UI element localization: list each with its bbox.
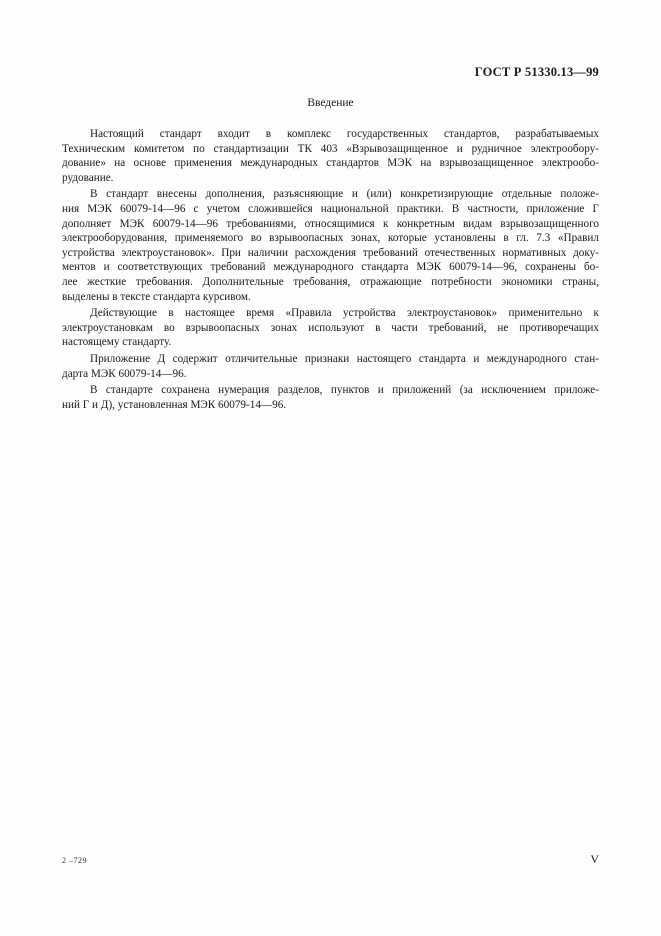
paragraph-3: [62, 306, 599, 350]
text-line: Техническим комитетом по стандартизации ТК 403 «Взрывозащищенное и рудничное электрообору-: [62, 142, 599, 155]
text-line: выделены в тексте стандарта курсивом.: [62, 290, 251, 303]
text-line: В стандарте сохранена нумерация разделов, пунктов и приложений (за исключением приложе-: [90, 384, 599, 397]
text-line: дополняет МЭК 60079-14—96 требованиями, относящимися к конкретным видам взрывозащищенного: [62, 217, 599, 230]
paragraph-1: [62, 127, 599, 185]
text-line: устройства электроустановок». При наличии расхождения требований отечественных нормативных доку-: [62, 246, 599, 259]
paragraph-5: [62, 383, 599, 412]
text-line: ния МЭК 60079-14—96 с учетом сложившейся национальной практики. В частности, приложение Г: [62, 202, 599, 215]
text-line: Действующие в настоящее время «Правила устройства электроустановок» применительно к: [90, 307, 599, 320]
paragraph-4: [62, 352, 599, 381]
text-line: электроустановкам во взрывоопасных зонах используют в части требований, не противоречащих: [62, 321, 599, 334]
standard-code: ГОСТ Р 51330.13—99: [474, 65, 599, 79]
text-line: ний Г и Д), установленная МЭК 60079-14—96.: [62, 398, 287, 411]
body-text: [62, 127, 599, 414]
sheet-mark: 2 –729: [62, 856, 87, 865]
text-line: Приложение Д содержит отличительные признаки настоящего стандарта и международного стан-: [90, 352, 599, 365]
text-line: Настоящий стандарт входит в комплекс государственных стандартов, разрабатываемых: [90, 128, 599, 140]
text-line: лее жесткие требования. Дополнительные требования, отражающие потребности экономики страны,: [62, 275, 599, 288]
text-line: настоящему стандарту.: [62, 336, 172, 349]
text-line: ментов и соответствующих требований международного стандарта МЭК 60079-14—96, сохранены бо-: [62, 261, 599, 274]
text-line: рудование.: [62, 171, 114, 184]
page-number: V: [590, 852, 599, 866]
text-line: дарта МЭК 60079-14—96.: [62, 367, 187, 380]
section-title: Введение: [307, 97, 354, 109]
paragraph-2: [62, 187, 599, 304]
text-line: электрооборудования, применяемого во взрывоопасных зонах, которые установлены в гл. 7.3 «Правил: [62, 232, 599, 245]
text-line: В стандарт внесены дополнения, разъясняющие и (или) конкретизирующие отдельные положе-: [90, 188, 599, 201]
text-line: дование» на основе применения международных стандартов МЭК на взрывозащищенное электрообо-: [62, 157, 599, 170]
